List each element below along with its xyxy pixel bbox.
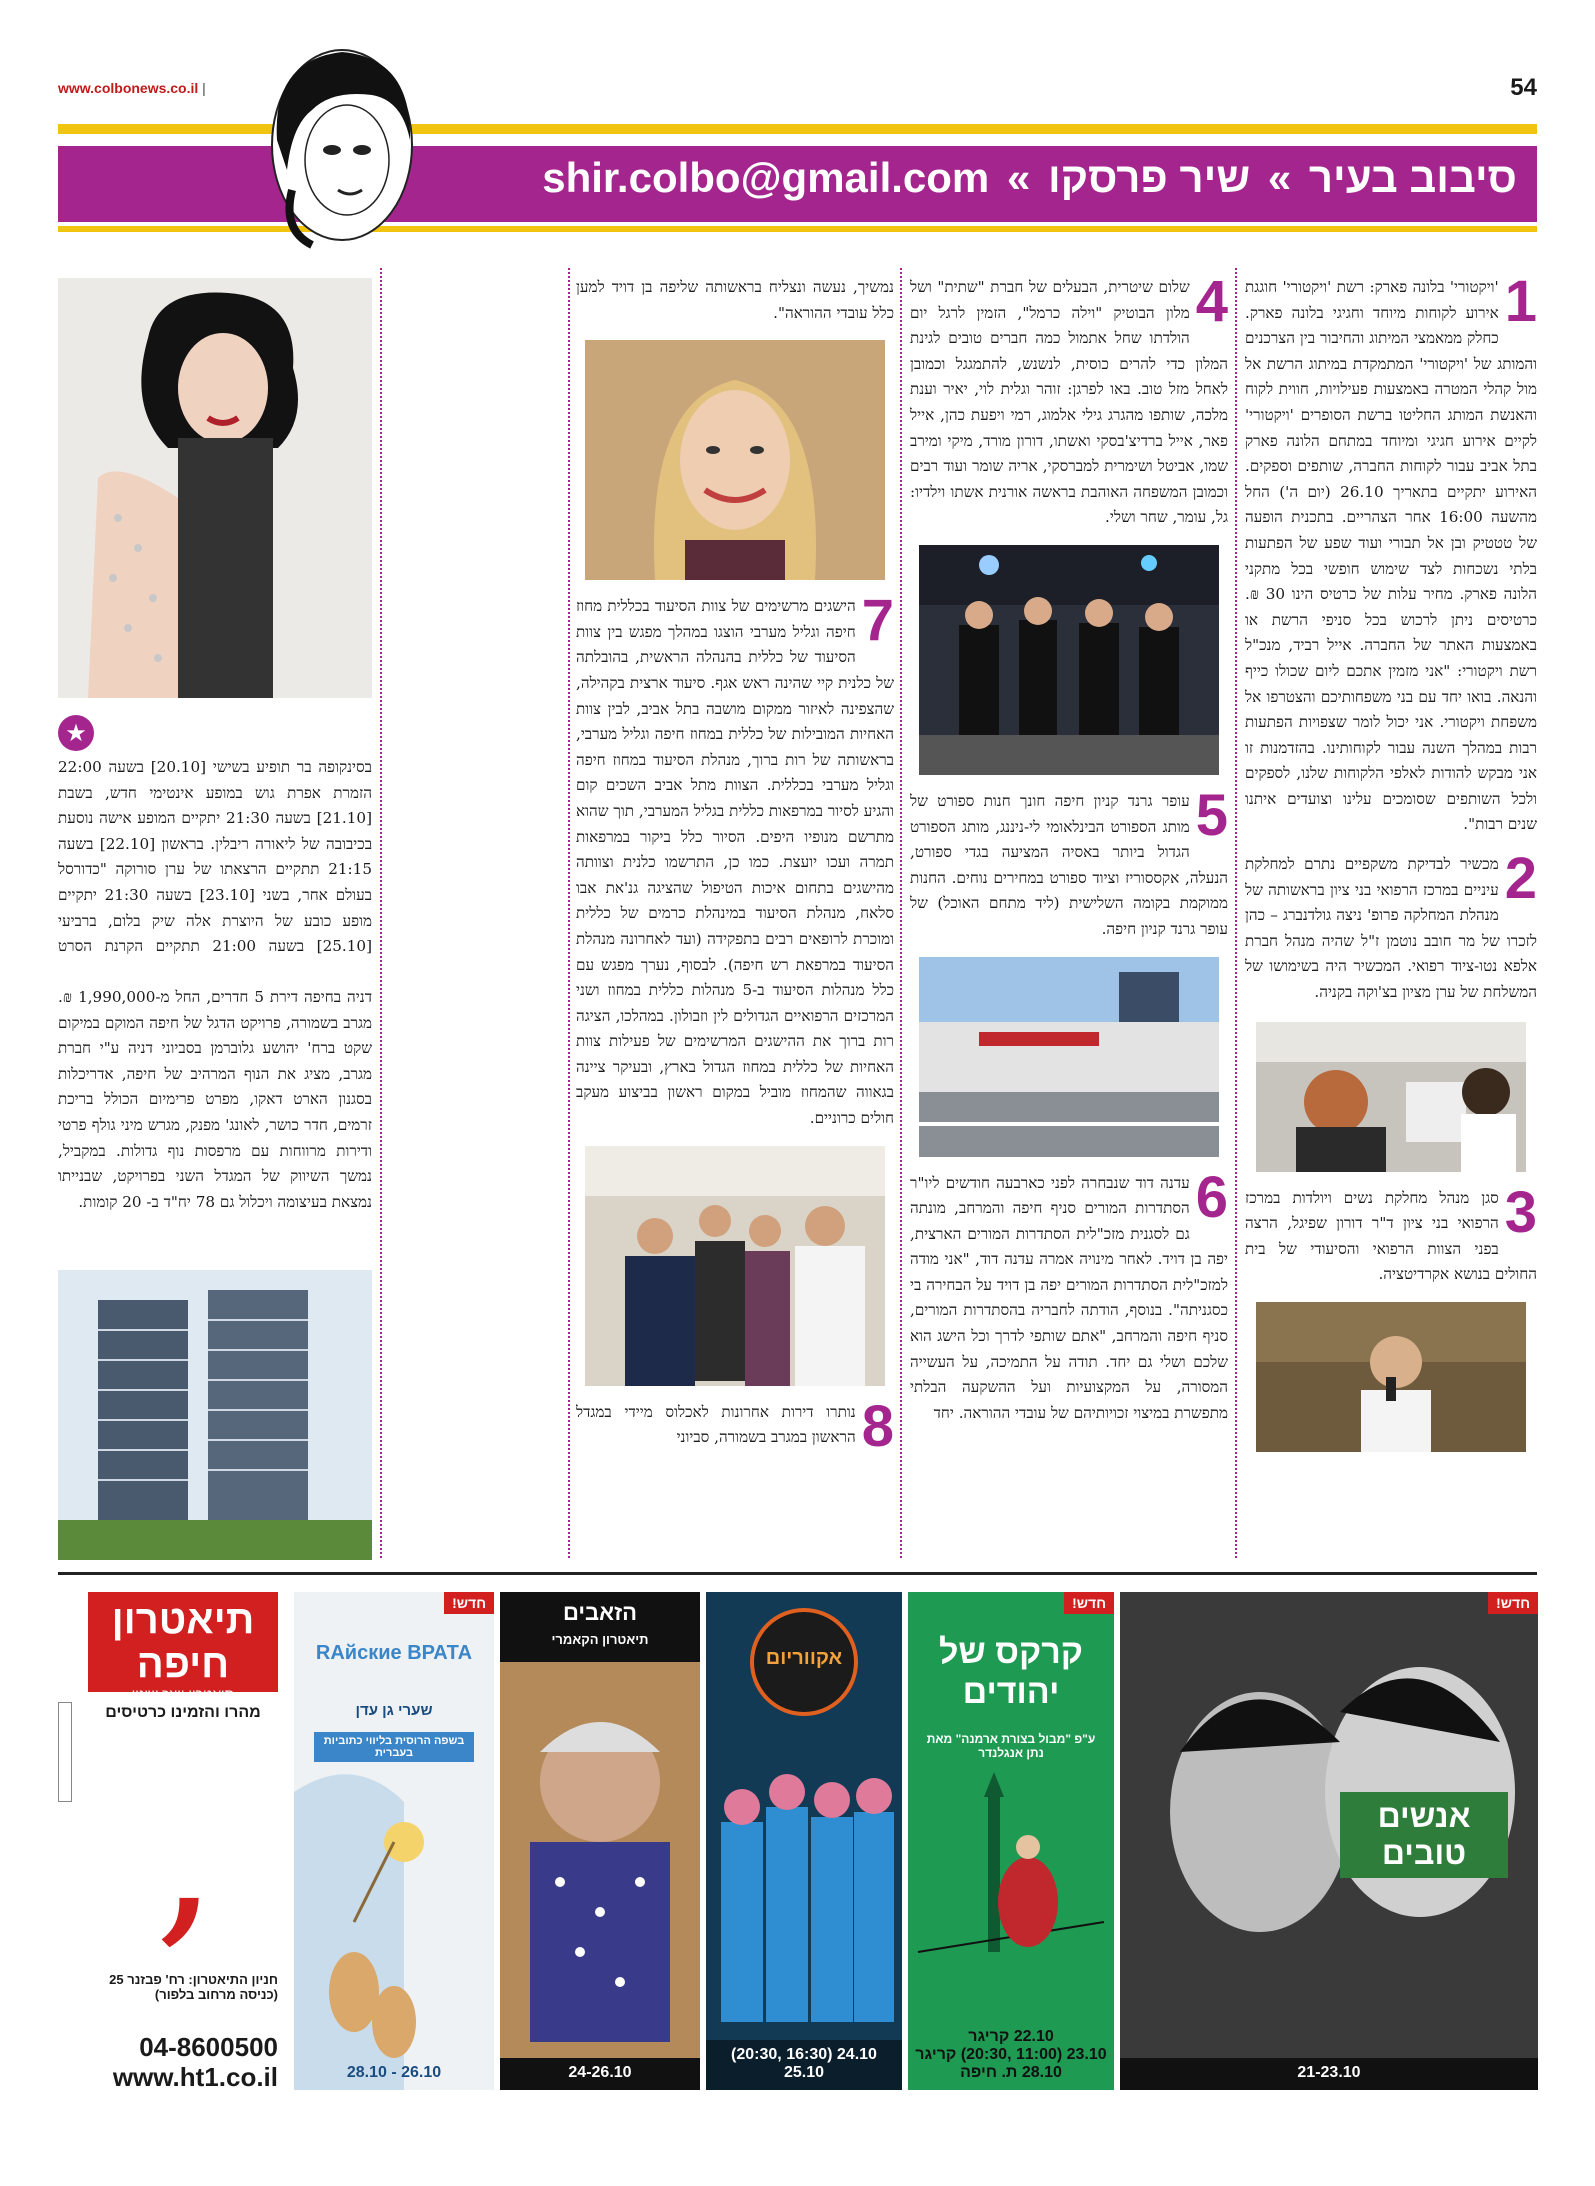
poster-date-line: 22.10 קריגר bbox=[968, 2028, 1054, 2045]
theatre-website[interactable]: www.ht1.co.il bbox=[112, 2062, 278, 2092]
poster-date: 24-26.10 bbox=[500, 2058, 700, 2090]
column-3 bbox=[576, 275, 894, 1565]
publication-issue: | bbox=[202, 80, 206, 96]
item-number: 2 bbox=[1504, 846, 1537, 912]
poster-date-line: 25.10 bbox=[783, 2064, 825, 2081]
item-text: מכשיר לבדיקת משקפיים נתרם למחלקת עיניים במרכז הרפואי בני ציון בראשותה של מנהלת המחלקה פרופ' ניצה גולדנברג – כהן לזכרו של מר חובב נוטמן ז"ל שהיה מנהל חברת אלפא נטו-ציוד רפואי. המכשיר היה בשימושו של המשלחת של ערן מציון בצ'וקה בקניה. bbox=[1245, 855, 1537, 1002]
nursing-staff-photo bbox=[585, 1146, 885, 1386]
item-number: 8 bbox=[861, 1393, 894, 1459]
poster-gates-of-heaven[interactable] bbox=[294, 1592, 494, 2090]
item-number: 3 bbox=[1504, 1179, 1537, 1245]
theatre-tagline: מהרו והזמינו כרטיסים bbox=[105, 1704, 261, 1721]
separator-icon: » bbox=[1267, 154, 1292, 201]
migrav-project-text: דניה בחיפה דירת 5 חדרים, החל מ-1,990,000 ₪. מגרב בשמורה, פרויקט הדגל של חיפה המוקם במיקום שקט ברח' יהושע גלוברמן בסביוני דניה ע"י חברת מגרב, מציג את הנוף המרהיב של חיפה, אדריכלות בסגנון הארט דאקו, מפרט פרימיום הכולל בריכת זרמים, חדר כושר, לאונג' מפנק, מגרש מיני גולף פרטי ודירות מרווחות עם מרפסות נוף גדולות. במקביל, נמשך השיווק של המגדל השני בפרויקט, שבנייתו נמצאת בעיצומה ויכלול גם 78 יח"ד ב- 20 קומות. bbox=[58, 988, 372, 1211]
new-label: חדש! bbox=[1064, 1592, 1114, 1614]
news-item-continuation bbox=[576, 275, 894, 326]
author-caricature bbox=[262, 40, 422, 250]
news-item-5 bbox=[910, 782, 1228, 943]
page-number: 54 bbox=[1510, 74, 1537, 101]
portrait-blonde-photo bbox=[585, 340, 885, 580]
item-text: נותרו דירות אחרונות לאכלוס מיידי במגדל הראשון במגרב בשמורה, סביוני bbox=[576, 1402, 856, 1447]
news-item-8 bbox=[576, 1393, 894, 1459]
poster-title: RAйские ВРАТА bbox=[315, 1642, 473, 1664]
doctor-lecture-photo bbox=[1256, 1302, 1526, 1452]
item-text: נמשיך, נעשה ונצליח בראשותה שליפה בן דויד למען כלל עובדי ההוראה". bbox=[576, 278, 894, 322]
poster-jewish-circus[interactable] bbox=[908, 1592, 1114, 2090]
poster-date-line: 24.10 (16:30 ,20:30) bbox=[731, 2046, 877, 2063]
eye-exam-photo bbox=[1256, 1022, 1526, 1172]
column-divider bbox=[900, 268, 902, 1558]
poster-subtitle: תיאטרון הקאמרי bbox=[551, 1632, 649, 1647]
poster-dates bbox=[908, 2022, 1114, 2090]
item-text: 'ויקטורי' בלונה פארק: רשת 'ויקטורי' חוגגת אירוע לקוחות מיוחד וחגיגי בלונה פארק. כחלק ממאמצי המיתוג והחיבור בין הצרכנים והמותג של 'ויקטורי' המתמקדת במיתוג הרשת אל מול קהלי המטרה באמצעות פעילויות, חווית לקוח והאנשת המותג החליטו ברשת הסופרים 'ויקטורי' לקיים אירוע חגיגי ומיוחד במתחם הלונה פארק בתל אביב עבור לקוחות החברה, שותפים וספקים. האירוע יתקיים בתאריך 26.10 (יום ה') החל מהשעה 16:00 אחר הצהריים. בתכנית הופעה של טטטיק ובן אל תבורי ועוד שפע של הפתעות בלתי נשכחות לצד שימוש חופשי בכל מתקני הלונה פארק. מחיר עלות של כרטיס הינו 30 ₪. כרטיסים ניתן לרכוש בכל סניפי הרשת או באמצעות האתר של החברה. אייל רביד, מנכ"ל רשת ויקטורי: "אני מזמין אתכם ליום שכולו כייף והנאה. בואו יחד עם בני משפחותיכם והצטרפו אל משפחת ויקטורי. אני יכול לומר שצפויות הפתעות רבות במהלך השנה עבור לקוחותינו. בהזדמנות זו אני מבקש להודות לאלפי הלקוחות שלנו, לספקים ולכל השותפים שסומכים עלינו וצועדים איתנו שנים רבות". bbox=[1245, 278, 1537, 834]
poster-title: הזאבים bbox=[562, 1600, 638, 1625]
column-2 bbox=[910, 275, 1228, 1565]
item-number: 4 bbox=[1195, 275, 1228, 334]
news-item-7 bbox=[576, 588, 894, 1131]
ad-divider bbox=[58, 1572, 1537, 1575]
item-text: הישגים מרשימים של צוות הסיעוד בכללית מחוז חיפה וגליל מערבי הוצגו במהלך מפגש בין צוות הסיעוד של כללית בהנהלה הראשית, בהובלתה של כלנית קיי שהינה ראש אגף. סיעוד ארצית בקהילה, שהצפינה לאיזור ממקום מושבה בתל אביב, לבין צוות האחיות המובילות של כללית במחוז חיפה וגליל מערבי, בראשותה של רות ברוך, מנהלת הסיעוד במחוז חיפה וגליל מערבי בכללית. הצוות מתל אביב השכים קום והגיע לסיור במרפאות כללית בגליל המערבי, תוך שהוא מתרשם מנופיו היפים. הסיור כלל ביקור במרפאות תמרה ועכו יועצת. כמו כן, התרשמו כלנית וצוותה מהישגים בתחום איכות הטיפול שהציגה גנ'את אבו סלאח, מנהלת הסיעוד במינהלת כרמים של כללית ומוכרת לרופאים רבים בתפקידה (ועד לאחרונה מנהלת הסיעוד במרפאת רש חיפה). לבסוף, נערך מפגש עם כלל מנהלות הסיעוד ב-5 מנהלות כללית במחוז ושני המרכזים הרפואיים הגדולים לין וזבולון. במהלכו, הציגה רות ברוך את ההישגים המרשימים של פעילות צוות האחיות של כללית במחוז הגדול בארץ, ובעיקר ציינה בגאווה שהמחוז מוביל במקום ראשון בביצוע מעקב חולים כרוניים. bbox=[576, 597, 894, 1128]
haifa-theatre-ad[interactable] bbox=[58, 1592, 278, 2090]
poster-title: אקווריום bbox=[765, 1647, 843, 1669]
poster-date: 26.10 - 28.10 bbox=[346, 2064, 442, 2081]
news-item-6 bbox=[910, 1164, 1228, 1427]
theatre-parking: חניון התיאטרון: רח' פבזנר 25 (כניסה מרחוב בלפור) bbox=[109, 1972, 278, 2002]
poster-date-line: 23.10 (11:00 ,20:30) קריגר bbox=[915, 2046, 1107, 2063]
separator-icon: » bbox=[1006, 154, 1031, 201]
poster-note: בשפה הרוסית בליווי כתוביות בעברית bbox=[314, 1732, 474, 1762]
mall-building-photo bbox=[919, 957, 1219, 1157]
item-text: שלום שיטרית, הבעלים של חברת "שתית" ושל מלון הבוטיק "וילה כרמל", הזמין לרגל יום הולדתו שחל אתמול כמה חברים טובים לגינת המלון כדי להרים כוסית, לנשנש, להתמגגל וכמובן לאחל מזל טוב. באו לפרגן: זוהר וגלית לוי, יאיר וענת מלכה, שותפו מהגרג גילי אלמוג, רמי ויפעת כהן, אייל פאר, אייל ברדיצ'בסקי ואשתו, דורון מורד, מיקי ומירב שמו, אביטל ושימרית למברסקי, אריה שומר ועוד רבים וכמובן המשפחה האוהבת בראשה אורנית אשתו וילדיו: גל, עומר, שחר ושלי. bbox=[910, 278, 1228, 527]
column-divider bbox=[1235, 268, 1237, 1558]
news-item-1 bbox=[1245, 275, 1537, 838]
singer-photo bbox=[58, 278, 372, 698]
column-divider bbox=[380, 268, 382, 1558]
item-number: 6 bbox=[1195, 1164, 1228, 1230]
theatre-name: תיאטרון חיפה bbox=[111, 1598, 255, 1686]
item-number: 1 bbox=[1504, 275, 1537, 334]
banner-text bbox=[542, 154, 1517, 202]
syncopa-bar-text: בסינקופה בר תופיע בשישי [20.10] בשעה 22:00 הזמרת אפרת גוש במופע אינטימי חדש, בשבת [21.10] בשעה 21:30 יתקיים המופע אישה נוסעת בכיבובה של ליאורה ריבלין. בראשון [22.10] בשעה 21:15 תתקיים הרצאתו של ערן סורוקה "כדורסל בעולם אחר, בשני [23.10] בשעה 21:30 יתקיים מופע כובע של היוצרת אלה שיק בלום, ברביעי [25.10] בשעה 21:00 תתקיים הקרנת הסרט bbox=[58, 758, 372, 955]
news-item-4 bbox=[910, 275, 1228, 531]
item-number: 5 bbox=[1195, 782, 1228, 848]
poster-subtitle: שערי גן עדן bbox=[355, 1702, 433, 1719]
author-name: שיר פרסקו bbox=[1047, 154, 1251, 201]
item-number: 7 bbox=[861, 588, 894, 654]
barcode-icon bbox=[58, 1702, 72, 1802]
column-4-bottom bbox=[58, 985, 372, 1255]
column-title: סיבוב בעיר bbox=[1308, 154, 1517, 201]
theatre-phone[interactable]: 04-8600500 bbox=[139, 2032, 278, 2062]
column-4-top bbox=[58, 755, 372, 955]
news-item-2 bbox=[1245, 846, 1537, 1006]
poster-title: אנשים טובים bbox=[1340, 1792, 1508, 1878]
poster-aquarium[interactable] bbox=[706, 1592, 902, 2090]
star-icon: ★ bbox=[58, 715, 94, 751]
column-1 bbox=[1245, 275, 1537, 1565]
item-text: סגן מנהל מחלקת נשים ויולדות במרכז הרפואי בני ציון ד"ר דורון שפיגל, הרצה בפני הצוות הרפואי והסיעודי של בית החולים בנושא אקרדיטציה. bbox=[1245, 1188, 1537, 1284]
towers-render-photo bbox=[58, 1270, 372, 1560]
column-divider bbox=[568, 268, 570, 1558]
item-text: עופר גרנד קניון חיפה חונך חנות ספורט של מותג הספורט הבינלאומי לי-ניננג, מותג הספורט הגדול ביותר באסיה המציעה בגדי ספורט, הנעלה, אקססוריז וציוד ספורט במחירים נוחים. החנות ממוקמת בקומה השלישית (ליד מתחם האוכל) של עופר גרנד קניון חיפה. bbox=[910, 791, 1228, 938]
website-url[interactable]: www.colbonews.co.il bbox=[58, 80, 199, 96]
new-label: חדש! bbox=[444, 1592, 494, 1614]
theatre-slogan: תיאטרון יוצר שינוי bbox=[131, 1686, 235, 1702]
poster-title: קרקס של יהודים bbox=[938, 1633, 1084, 1711]
item-text: עדנה דוד שנבחרה לפני כארבעה חודשים ליו"ר הסתדרות המורים סניף חיפה והמרחב, מונתה גם לסגנית מזכ"לית הסתדרות המורים הארצית, יפה בן דויד. לאחר מינויה אמרה עדנה דוד, "אני מודה למזכ"לית הסתדרות המורים יפה בן דויד על הבחירה בי כסגניתה". בנוסף, הודתה לחבריה בהסתדרות המורים, סניף חיפה והמרחב, "אתם שותפי לדרך וכל הישג הוא שלכם ושלי גם יחד. תודה על התמיכה, על העשייה המסורה, על המקצועיות ועל ההשקעה הבלתי מתפשרת במיצוי זכויותיהם של עובדי ההוראה. יחד bbox=[910, 1173, 1228, 1422]
poster-subtitle: ע"פ "מבול בצורת ארמנה" מאת נתן אנגלנדר bbox=[926, 1732, 1096, 1760]
author-email[interactable]: shir.colbo@gmail.com bbox=[542, 154, 990, 201]
poster-wolves[interactable] bbox=[500, 1592, 700, 2090]
party-group-photo bbox=[919, 545, 1219, 775]
theatre-logo bbox=[88, 1592, 278, 1702]
new-label: חדש! bbox=[1488, 1592, 1538, 1614]
news-item-3 bbox=[1245, 1179, 1537, 1288]
poster-date: 21-23.10 bbox=[1120, 2058, 1538, 2090]
poster-good-people[interactable] bbox=[1120, 1592, 1538, 2090]
theatre-comma-logo: , bbox=[154, 1735, 218, 1968]
poster-dates bbox=[706, 2040, 902, 2090]
poster-date-line: 28.10 ת. חיפה bbox=[960, 2064, 1062, 2081]
